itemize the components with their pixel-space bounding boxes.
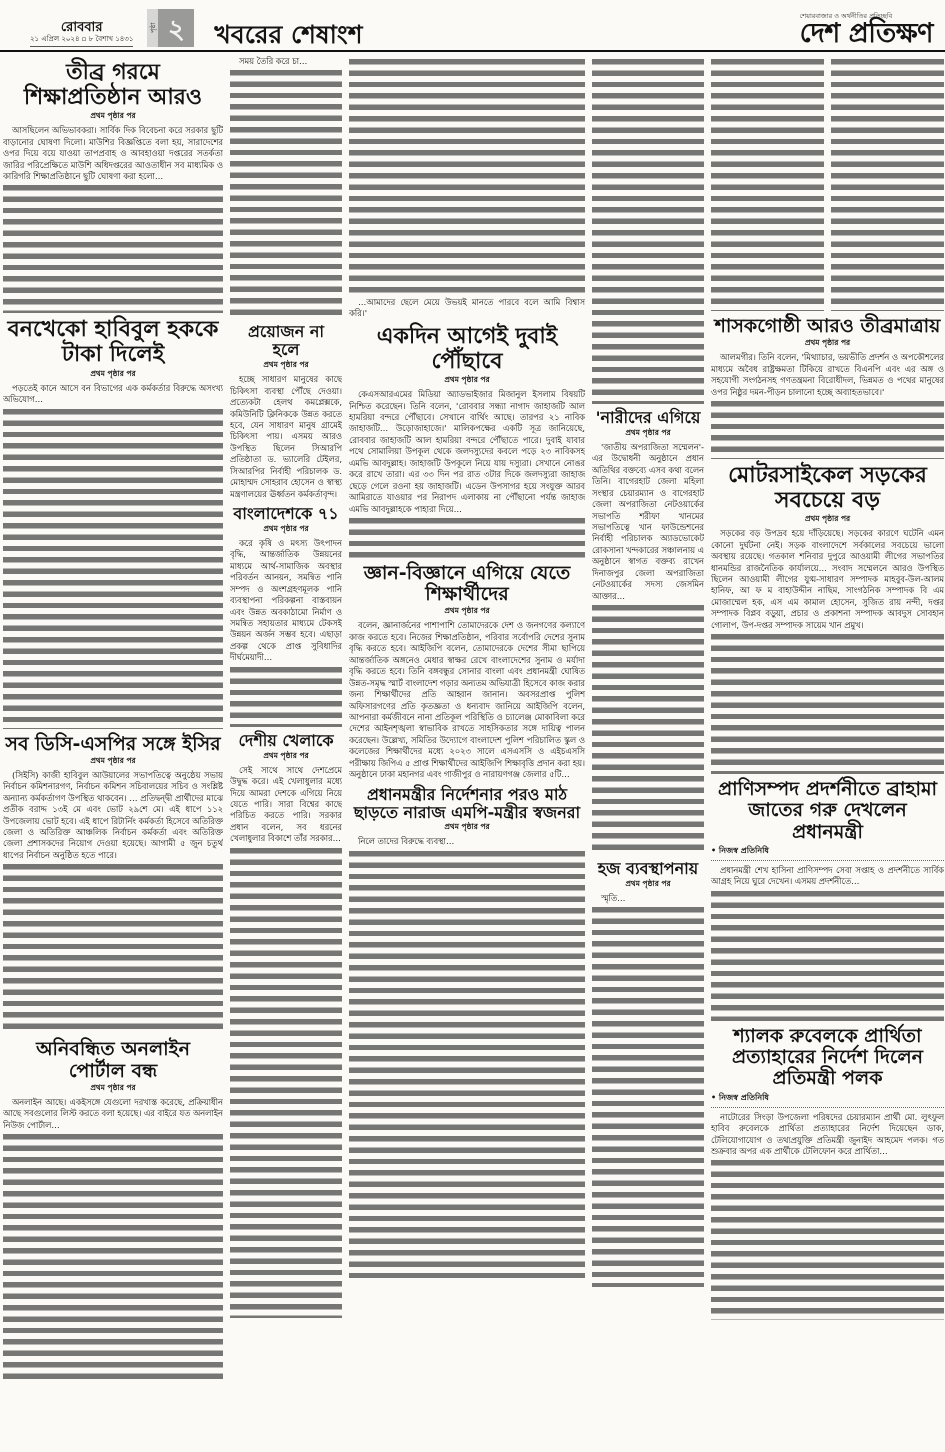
article-title: সব ডিসি-এসপির সঙ্গে ইসির bbox=[5, 732, 221, 755]
article-title: বনখেকো হাবিবুল হককে টাকা দিলেই bbox=[7, 317, 219, 368]
article-title: শ্যালক রুবেলকে প্রার্থিতা প্রত্যাহারের নির্দেশ দিলেন প্রতিমন্ত্রী পলক bbox=[732, 1024, 923, 1090]
body-text: আসছিলেন অভিভাবকরা। সার্বিক দিক বিবেচনা করে সরকার ছুটি বাড়ানোর ঘোষণা দিলো। মাউশির বিজ্ঞপ্তিতে বলা হয়, সারাদেশের ওপর দিয়ে বয়ে যাওয়া তাপপ্রবাহ ও আবহাওয়া দপ্তরের সতর্কতা জারির পরিপ্রেক্ষিতে মাউশি অধিদপ্তরের আওতাধীন সব মাধ্যমিক ও কারিগরি শিক্ষাপ্রতিষ্ঠানে ছুটি ঘোষণা করা হলো… bbox=[3, 125, 223, 181]
article-title: জ্ঞান-বিজ্ঞানে এগিয়ে যেতে শিক্ষার্থীদের bbox=[363, 561, 571, 606]
body-text-continuation-fill bbox=[349, 518, 585, 558]
page-number-box bbox=[147, 9, 194, 47]
article-hajj-management bbox=[592, 860, 704, 1287]
article-heatwave-schools bbox=[3, 61, 223, 313]
body-text: করে কৃষি ও মৎস্য উৎপাদন বৃদ্ধি, আন্তর্জাতিক উন্নয়নের মাধ্যমে আর্থ-সামাজিক অবস্থার পরিবর্তন আনয়ন, সমন্বিত পানি সম্পদ ও অংশগ্রহণমূলক পানি ব্যবস্থাপনা পরিকল্পনা বাস্তবায়ন এবং উন্নত অবকাঠামো নির্মাণ ও সমন্বিত সহায়তার মাধ্যমে টেকসই উন্নয়ন অর্জন সম্ভব হবে। এছাড়া প্রকল্প থেকে প্রাপ্ত সুবিধাদির দীর্ঘমেয়াদী… bbox=[230, 537, 342, 663]
masthead bbox=[800, 13, 933, 48]
continued-byline: প্রথম পৃষ্ঠার পর bbox=[804, 338, 851, 348]
body-text: প্রধানমন্ত্রী শেখ হাসিনা প্রাণিসম্পদ সেবা সপ্তাহ ও প্রদর্শনীতে সার্বিক আগ্রহ নিয়ে ঘুরে দেখেন। এসময় প্রদর্শনীতে… bbox=[711, 865, 944, 887]
article-title: বাংলাদেশকে ৭১ bbox=[233, 504, 339, 524]
continued-byline: প্রথম পৃষ্ঠার পর bbox=[444, 375, 490, 385]
article-title: শাসকগোষ্ঠী আরও তীব্রমাত্রায় bbox=[714, 315, 941, 337]
page-number: ২ bbox=[158, 9, 194, 47]
article-bangladesh-71 bbox=[230, 505, 342, 727]
body-text-continuation-fill bbox=[711, 1160, 944, 1320]
staff-byline: • নিজস্ব প্রতিনিধি bbox=[711, 1092, 944, 1105]
staff-byline: • নিজস্ব প্রতিনিধি bbox=[711, 845, 944, 858]
body-text-continuation-fill bbox=[3, 1134, 223, 1384]
continuation-minicol bbox=[831, 56, 944, 311]
column-b bbox=[230, 56, 342, 1440]
content-columns bbox=[0, 52, 945, 1444]
continued-byline: প্রথম পৃষ্ঠার পর bbox=[90, 1082, 136, 1092]
continuation-block bbox=[349, 59, 585, 320]
body-text: (সিইসি) কাজী হাবিবুল আউয়ালের সভাপতিত্বে অনুষ্ঠেয় সভায় নির্বাচন কমিশনারগণ, নির্বাচন কমিশন সচিবালয়ের সচিব ও সংশ্লিষ্ট অন্যান্য কর্মকর্তাগণ উপস্থিত থাকবেন। … প্রতিদ্বন্দ্বী প্রার্থীদের মাঝে প্রতীক বরাদ্দ ১৩ই মে এবং ভোট ২৯শে মে। এই ধাপে ১১২ উপজেলায় ভোট হবে। এই ধাপে রিটার্নিং কর্মকর্তা হিসেবে অতিরিক্ত জেলা ও অতিরিক্ত আঞ্চলিক নির্বাচন কর্মকর্তা এবং অতিরিক্ত জেলা প্রশাসকদের নিয়োগ দেওয়া হয়েছে। আগামী ৫ জুন চতুর্থ ধাপের নির্বাচন অনুষ্ঠিত হতে পারে। bbox=[3, 769, 223, 860]
body-text-continuation-fill bbox=[3, 185, 223, 313]
article-title: দেশীয় খেলাকে bbox=[238, 730, 334, 750]
body-text: সড়কের বড় উপদ্রব হয়ে দাঁড়িয়েছে। সড়কের কারণে ঘটেনি এমন কোনো দুর্ঘটনা নেই। সড়ক বাংলাদেশে সর্বকালের সবচেয়ে ভালো অবস্থায় রয়েছে। গতকাল শনিবার দুপুরে আওয়ামী লীগের সভাপতির ধানমন্ডির রাজনৈতিক কার্যালয়ে… সংবাদ সম্মেলনে আরও উপস্থিত ছিলেন আওয়ামী লীগের যুগ্ম-সাধারণ সম্পাদক মাহবুব-উল-আলম হানিফ, আ ফ ম বাহাউদ্দীন নাছিম, সাংগঠনিক সম্পাদক বি এম মোজাম্মেল হক, এস এম কামাল হোসেন, সুজিত রায় নন্দী, দপ্তর সম্পাদক বিপ্লব বড়ুয়া, প্রচার ও প্রকাশনা সম্পাদক আবদুস সোবহান গোলাপ, উপ-দপ্তর সম্পাদক সায়েম খান প্রমুখ। bbox=[711, 528, 944, 630]
body-text: নিলে তাদের বিরুদ্ধে ব্যবস্থা… bbox=[358, 836, 455, 847]
article-mp-minister-relatives bbox=[349, 786, 585, 1281]
continued-byline: প্রথম পৃষ্ঠার পর bbox=[263, 360, 309, 370]
column-a bbox=[3, 56, 223, 1440]
body-text-continuation-fill bbox=[711, 891, 944, 1021]
byline-divider bbox=[711, 860, 944, 861]
body-text-continuation-fill bbox=[711, 401, 944, 459]
continued-byline: প্রথম পৃষ্ঠার পর bbox=[625, 878, 671, 888]
masthead-name: দেশ প্রতিক্ষণ bbox=[799, 18, 933, 49]
article-title: প্রধানমন্ত্রীর নির্দেশনার পরও মাঠ ছাড়তে নারাজ এমপি-মন্ত্রীর স্বজনরা bbox=[353, 784, 581, 822]
article-forest-official-bribe bbox=[3, 318, 223, 728]
continued-byline: প্রথম পৃষ্ঠার পর bbox=[625, 427, 671, 437]
article-title: হজ ব্যবস্থাপনায় bbox=[597, 859, 699, 879]
body-text-continuation-fill bbox=[230, 70, 342, 318]
body-text: 'জাতীয় অপরাজিতা সম্মেলন'-এর উদ্বোধনী অনুষ্ঠানে প্রধান অতিথির বক্তব্যে এসব কথা বলেন তিনি। বাগেরহাট জেলা মহিলা সংস্থার চেয়ারম্যান ও বাগেরহাট জেলা অপরাজিতা নেটওয়ার্কের সভাপতি শরীফা খানমের সভাপতিত্বে খান ফাউন্ডেশনের নির্বাহী পরিচালক অ্যাডভোকেট রোকসানা খন্দকারের সঞ্চালনায় এ অনুষ্ঠানে স্বাগত বক্তব্য রাখেন দিনাজপুর জেলা অপরাজিতা নেটওয়ার্কের সদস্য জেসমিন আক্তার… bbox=[592, 441, 704, 601]
body-text: সময় তৈরি করে চা… bbox=[239, 56, 308, 66]
body-text-continuation-fill bbox=[711, 59, 824, 311]
body-text: বলেন, জ্ঞানার্জনের পাশাপাশি তোমাদেরকে দেশ ও জনগণের কল্যাণে কাজ করতে হবে। নিজের শিক্ষাপ্রতিষ্ঠান, পরিবার সর্বোপরি দেশের সুনাম বৃদ্ধি করতে হবে। আইজিপি বলেন, তোমাদেরকে দেশের সীমা ছাপিয়ে আন্তর্জাতিক অঙ্গনেও মেধার স্বাক্ষর রেখে বাংলাদেশের সুনাম ও মর্যাদা বৃদ্ধি করতে হবে। তিনি বঙ্গবন্ধুর সোনার বাংলা এবং প্রধানমন্ত্রী ঘোষিত উন্নত-সমৃদ্ধ স্মার্ট বাংলাদেশ গড়ার অন্যতম অভিযাত্রী হিসেবে কাজ করার জন্য শিক্ষার্থীদের প্রতি আহ্বান জানান। অবসরপ্রাপ্ত পুলিশ অফিসারগণের প্রতি কৃতজ্ঞতা ও ধন্যবাদ জানিয়ে আইজিপি বলেন, আপনারা কর্মজীবনে নানা প্রতিকূল পরিস্থিতি ও চ্যালেঞ্জ মোকাবিলা করে দেশের আইনশৃঙ্খলা স্বাভাবিক রাখতে সাহসিকতার সঙ্গে দায়িত্ব পালন করেছেন। উল্লেখ্য, সমিতির উদ্যোগে বাংলাদেশ পুলিশ পরিচালিত স্কুল ও কলেজের শিক্ষার্থীদের মধ্যে ২০২৩ সালে এসএসসি ও এইচএসসি পরীক্ষায় জিপিএ ৫ প্রাপ্ত শিক্ষার্থীদের আইজিপি শিক্ষাবৃত্তি প্রদান করা হয়। অনুষ্ঠানে ঢাকা মহানগর এবং গাজীপুর ও নারায়ণগঞ্জ জেলার ৫টি… bbox=[349, 620, 585, 780]
article-women-forward bbox=[592, 409, 704, 855]
continuation-block bbox=[711, 56, 944, 311]
continued-byline: প্রথম পৃষ্ঠার পর bbox=[90, 111, 136, 121]
continued-byline: প্রথম পৃষ্ঠার পর bbox=[804, 514, 851, 524]
body-text-continuation-fill bbox=[349, 851, 585, 1281]
article-if-not-needed bbox=[230, 323, 342, 500]
body-text-continuation-fill bbox=[831, 59, 944, 311]
body-text-continuation-fill bbox=[230, 667, 342, 727]
body-text: নাটোরের সিংড়া উপজেলা পরিষদের চেয়ারম্যান প্রার্থী মো. লুৎফুল হাবিব রুবেলকে প্রার্থিতা প্রত্যাহারের নির্দেশ দিয়েছেন ডাক, টেলিযোগাযোগ ও তথ্যপ্রযুক্তি প্রতিমন্ত্রী জুনাইদ আহমেদ পলক। গত শুক্রবার অপর এক প্রার্থীকে টেলিফোন করে প্রার্থিতা… bbox=[711, 1111, 944, 1156]
continued-byline: প্রথম পৃষ্ঠার পর bbox=[263, 523, 309, 533]
body-text-continuation-fill bbox=[592, 59, 704, 404]
continued-byline: প্রথম পৃষ্ঠার পর bbox=[444, 822, 490, 832]
article-motorcycle-road-menace bbox=[711, 464, 944, 774]
body-text-continuation-fill bbox=[592, 605, 704, 855]
body-text: কেএসআরএমের মিডিয়া অ্যাডভাইজার মিজানুল ইসলাম বিষয়টি নিশ্চিত করেছেন। তিনি বলেন, 'রোববার সন্ধ্যা নাগাদ জাহাজটি আল হামরিয়া বন্দরে পৌঁছাবে। সেখানে বার্থিং আছে। তারপর ২১ নাবিক জাহাজটি… উড়োজাহাজে।' মালিকপক্ষের একটি সূত্র জানিয়েছে, রোববার জাহাজটি আল হামরিয়া বন্দরে পৌঁছাতে পারে। দুবাই যাবার পথে সোমালিয়া উপকূল থেকে জলদস্যুদের কবলে পড়ে ২৩ নাবিকসহ এমভি আবদুল্লাহ। জাহাজটি উপকূলে নিয়ে যায় দস্যুরা। সেখানে নোঙর করে রাখে তারা। এর ৩৩ দিন পর রাত ৩টার দিকে জলদস্যুরা জাহাজ ছেড়ে গেলে রওনা হয় জাহাজটি। এডেন উপসাগর হয়ে সংযুক্ত আরব আমিরাতে যাওয়ার পর নিরাপদ এলাকায় না পৌঁছানো পর্যন্ত জাহাজ এমভি আবদুল্লাহকে পাহারা দিয়ে… bbox=[349, 389, 585, 514]
continued-byline: প্রথম পৃষ্ঠার পর bbox=[90, 755, 136, 765]
continuation-block bbox=[230, 56, 342, 318]
body-text: হচ্ছে সাধারণ মানুষের কাছে চিকিৎসা ব্যবস্থা পৌঁছে দেওয়া। প্রত্যেকটা হেলথ কমপ্লেক্সকে, কমিউনিটি ক্লিনিককে উন্নত করতে হবে, যেন সাধারণ মানুষ গ্রামেই চিকিৎসা পায়। এসময় আরও উপস্থিত ছিলেন সিআরপি প্রতিষ্ঠাতা ড. ভ্যালেরি টেইলর, সিআরপির নির্বাহী পরিচালক ড. মোহাম্মদ সোহরাব হোসেন ও স্বাস্থ্য মন্ত্রণালয়ের ঊর্ধ্বতন কর্মকর্তাবৃন্দ। bbox=[230, 374, 342, 499]
continuation-block bbox=[592, 59, 704, 404]
body-text-continuation-fill bbox=[711, 634, 944, 774]
body-text: স্মৃতি… bbox=[601, 892, 626, 903]
body-text-continuation-fill bbox=[230, 848, 342, 1318]
body-text: অনলাইন আছে। একইসঙ্গে যেগুলো দরখাস্ত করেছে, প্রক্রিয়াধীন আছে সবগুলোর লিস্ট করতে বলা হয়েছে। এর বাইরে যত অনলাইন নিউজ পোর্টাল… bbox=[3, 1096, 223, 1130]
weekday: রোববার bbox=[60, 19, 103, 35]
byline-divider bbox=[711, 1107, 944, 1108]
column-e bbox=[592, 56, 704, 1440]
article-online-portals-shutdown bbox=[3, 1039, 223, 1384]
article-ec-dc-sp-meeting bbox=[3, 734, 223, 1035]
article-ruling-class-repression bbox=[711, 316, 944, 459]
page-header bbox=[0, 0, 945, 52]
article-students-science bbox=[349, 563, 585, 781]
section-title: খবরের শেষাংশ bbox=[214, 20, 363, 49]
body-text-continuation-fill bbox=[3, 864, 223, 1034]
article-ship-dubai-arrival bbox=[349, 325, 585, 558]
article-title: প্রয়োজন না হলে bbox=[247, 322, 325, 360]
continued-byline: প্রথম পৃষ্ঠার পর bbox=[444, 606, 490, 616]
continued-byline: প্রথম পৃষ্ঠার পর bbox=[263, 750, 309, 760]
body-text-continuation-fill bbox=[349, 59, 585, 297]
date-block bbox=[30, 21, 133, 47]
body-text: …আমাদের ছেলে মেয়ে উভয়ই মানতে পারবে বলে আমি বিশ্বাস করি।' bbox=[349, 297, 585, 319]
body-text: পড়তেই কানে আসে বন বিভাগের এক কর্মকর্তার বিরুদ্ধে অসংখ্য অভিযোগ… bbox=[3, 382, 223, 405]
continued-byline: প্রথম পৃষ্ঠার পর bbox=[90, 368, 136, 378]
article-title: অনিবন্ধিত অনলাইন পোর্টাল বন্ধ bbox=[36, 1038, 190, 1082]
article-pm-brahma-cattle bbox=[711, 779, 944, 1021]
body-text-continuation-fill bbox=[592, 907, 704, 1287]
article-local-sports bbox=[230, 732, 342, 1318]
article-title: 'নারীদের এগিয়ে bbox=[595, 408, 701, 427]
body-text: সেই সাথে সাথে দেশপ্রেমে উদ্বুদ্ধ করে। এই খেলাধুলার মধ্যে দিয়ে আমরা দেশকে এগিয়ে নিয়ে যেতে পারি। সারা বিশ্বের কাছে পরিচিত করতে পারি। সরকার প্রধান বলেন, সব ধরনের খেলাধুলার বিকাশে তাঁর সরকার… bbox=[230, 764, 342, 844]
article-title: তীব্র গরমে শিক্ষাপ্রতিষ্ঠান আরও bbox=[23, 60, 203, 110]
page-label: পৃষ্ঠা bbox=[147, 9, 158, 47]
date-line: ২১ এপ্রিল ২০২৪ ▫ ৮ বৈশাখ ১৪৩১ bbox=[30, 34, 134, 43]
article-title: একদিন আগেই দুবাই পৌঁছাবে bbox=[376, 323, 558, 374]
column-cd bbox=[349, 56, 585, 1440]
column-right bbox=[711, 56, 944, 1440]
body-text: আলমগীর। তিনি বলেন, 'মিথ্যাচার, ভয়ভীতি প্রদর্শন ও অপকৌশলের মাধ্যমে অবৈধ রাষ্ট্রক্ষমতা টিকিয়ে রাখতে বিএনপি এবং এর অঙ্গ ও সহযোগী সংগঠনসহ গণতন্ত্রমনা বিরোধীদল, ভিন্নমত ও পথের মানুষের ওপর নিষ্ঠুর দমন-পীড়ন চালানো হচ্ছে অব্যাহতভাবে।' bbox=[711, 352, 944, 397]
article-palak-brother-in-law bbox=[711, 1026, 944, 1321]
continuation-minicol bbox=[711, 56, 824, 311]
article-title: মোটরসাইকেল সড়কের সবচেয়ে বড় bbox=[728, 463, 927, 513]
masthead-tagline: শেয়ারবাজার ও অর্থনীতির প্রতিচ্ছবি bbox=[799, 11, 893, 20]
article-title: প্রাণিসম্পদ প্রদর্শনীতে ব্রাহামা জাতের গরু দেখলেন প্রধানমন্ত্রী bbox=[717, 778, 938, 843]
body-text-continuation-fill bbox=[3, 409, 223, 729]
